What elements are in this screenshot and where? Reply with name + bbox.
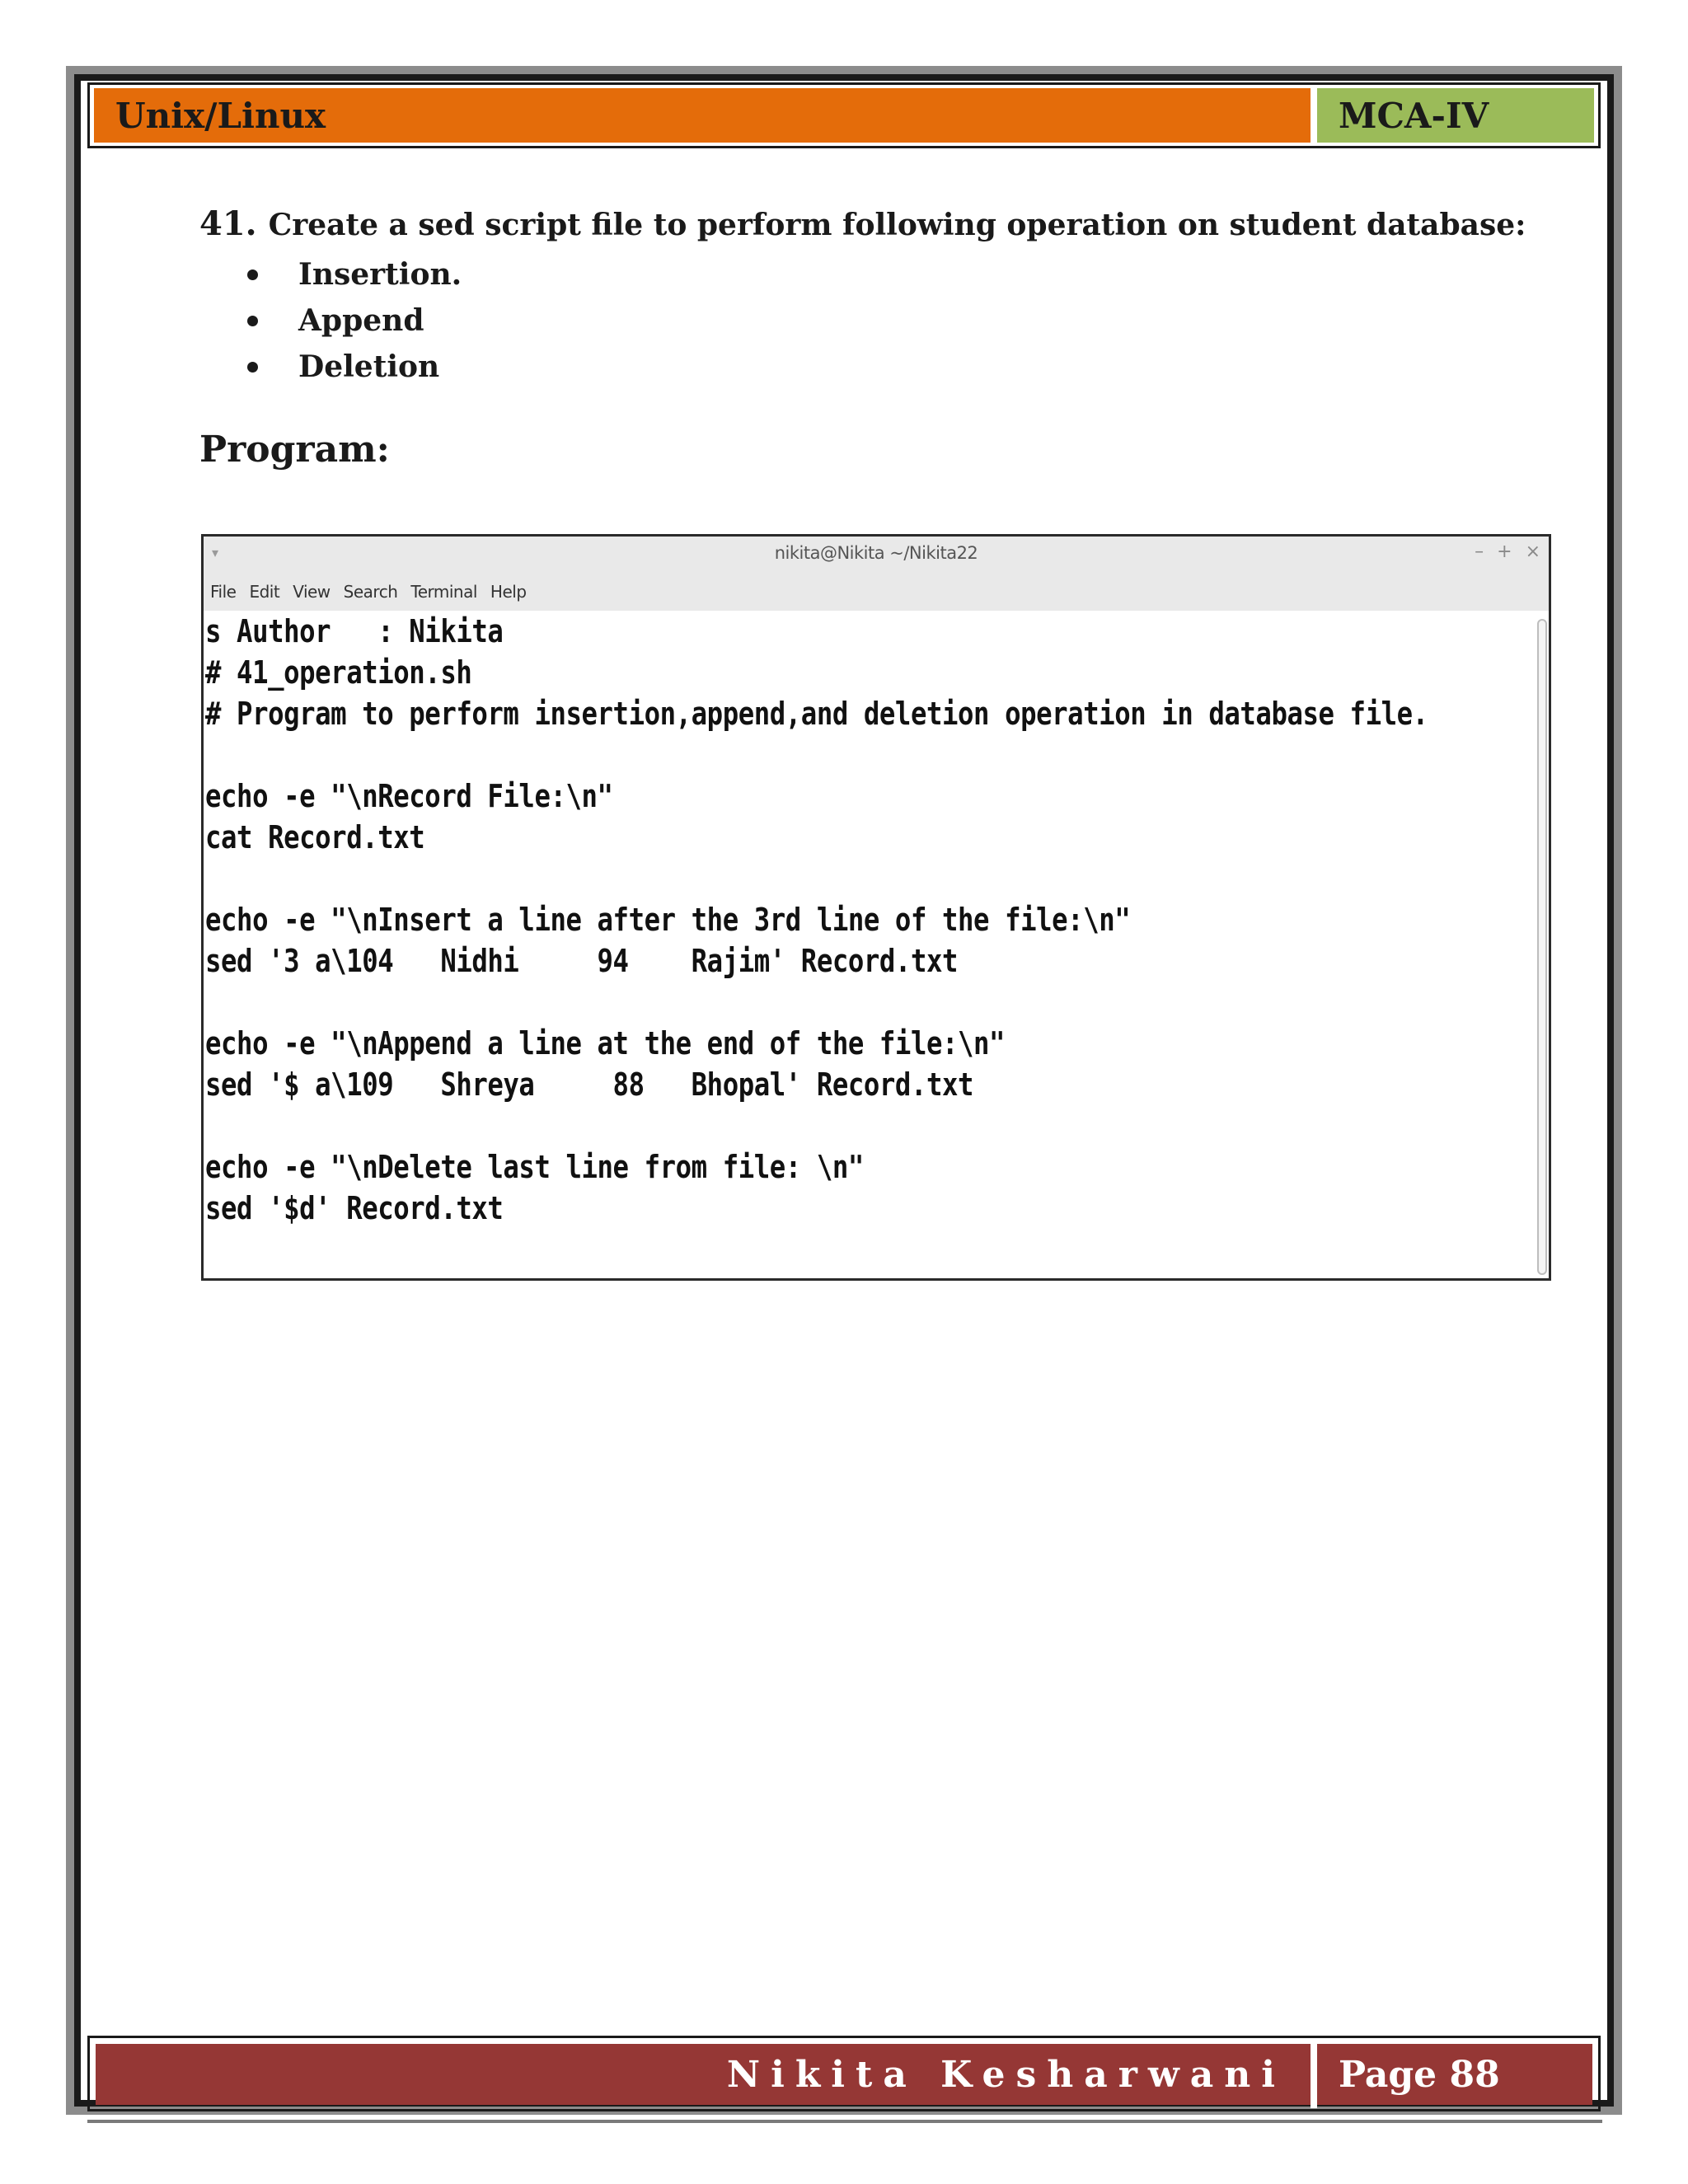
code-line: # Program to perform insertion,append,and deletion operation in database file. [205, 696, 1428, 732]
header-semester: MCA-IV [1317, 88, 1594, 143]
menu-help[interactable]: Help [490, 582, 527, 602]
window-menu-icon[interactable]: ▾ [212, 545, 219, 560]
terminal-title: nikita@Nikita ~/Nikita22 [774, 543, 978, 563]
footer-author: Nikita Kesharwani [96, 2044, 1311, 2105]
code-line: echo -e "\nAppend a line at the end of the file:\n" [205, 1025, 1006, 1062]
code-line: sed '$d' Record.txt [205, 1190, 504, 1226]
menu-view[interactable]: View [293, 582, 331, 602]
maximize-icon[interactable]: + [1497, 541, 1512, 562]
bullet-icon [247, 316, 258, 326]
terminal-titlebar [204, 537, 1549, 573]
menu-search[interactable]: Search [343, 582, 398, 602]
program-heading: Program: [199, 429, 390, 471]
bullet-icon [247, 269, 258, 280]
code-line: s Author : Nikita [205, 613, 504, 649]
code-line [205, 858, 1334, 899]
code-line: sed '$ a\109 Shreya 88 Bhopal' Record.txt [205, 1066, 974, 1103]
question-line [199, 198, 1584, 251]
operation-list [199, 251, 1584, 390]
terminal-text-area[interactable] [204, 611, 1534, 1278]
code-line: echo -e "\nInsert a line after the 3rd line of the file:\n" [205, 902, 1131, 938]
code-line: cat Record.txt [205, 819, 425, 855]
question-number: 41. [199, 204, 257, 243]
menu-file[interactable]: File [210, 582, 237, 602]
question-block [199, 198, 1584, 390]
question-text: Create a sed script file to perform following operation on student database: [268, 208, 1526, 242]
code-line [205, 1105, 1334, 1146]
bullet-icon [247, 362, 258, 373]
code-line: echo -e "\nRecord File:\n" [205, 778, 613, 814]
menu-edit[interactable]: Edit [249, 582, 280, 602]
code-line: sed '3 a\104 Nidhi 94 Rajim' Record.txt [205, 943, 959, 979]
list-item: Deletion [199, 344, 1584, 390]
page-bottom-rule [87, 2120, 1602, 2123]
code-line [205, 982, 1334, 1023]
window-controls [1475, 541, 1540, 562]
terminal-window [201, 534, 1551, 1281]
terminal-menubar [204, 573, 1549, 611]
header-course-title: Unix/Linux [94, 88, 1312, 143]
code-line: # 41_operation.sh [205, 654, 472, 691]
terminal-scrollbar[interactable] [1537, 619, 1547, 1275]
footer-box [87, 2036, 1601, 2111]
close-icon[interactable]: × [1525, 541, 1540, 562]
list-item: Append [199, 298, 1584, 344]
code-line [205, 734, 1334, 776]
footer-page-number: Page 88 [1317, 2044, 1592, 2105]
minimize-icon[interactable]: – [1475, 541, 1484, 562]
list-item: Insertion. [199, 251, 1584, 298]
menu-terminal[interactable]: Terminal [410, 582, 477, 602]
code-line: echo -e "\nDelete last line from file: \n" [205, 1149, 864, 1185]
